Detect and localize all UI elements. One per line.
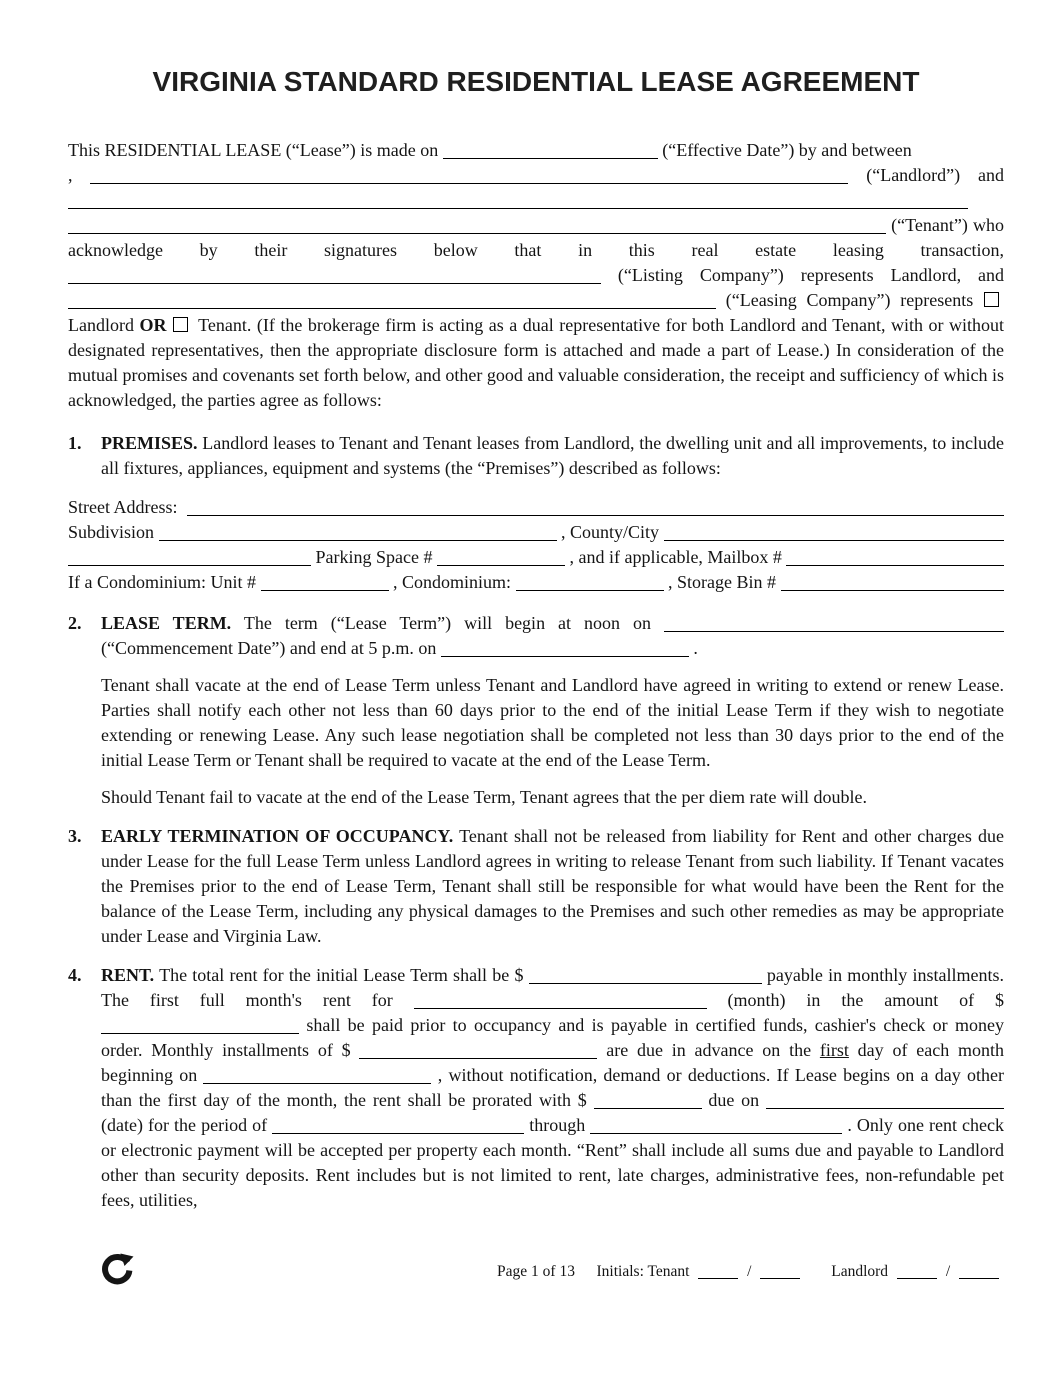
text-run: (month) in the amount of $ — [706, 990, 1005, 1010]
text-run: OR — [139, 315, 167, 335]
section-lease-term-body — [101, 611, 1004, 810]
text-run: (date) for the period of — [101, 1115, 273, 1135]
blank-field[interactable] — [664, 525, 1004, 541]
blank-field[interactable] — [786, 550, 1004, 566]
text-run: . Only one rent check or electronic payment will be accepted per property each month. “Rent” shall include all sums due and payable to Landlord other than security deposits. Rent includes but is not limited to rent, late charges, administrative fees, non-refundable pet fees, utilities, — [101, 1115, 1004, 1210]
blank-field[interactable] — [443, 143, 658, 159]
text-run: The total rent for the initial Lease Term shall be $ — [154, 965, 529, 985]
text-run: Tenant shall vacate at the end of Lease Term unless Tenant and Landlord have agreed in writing to extend or renew Lease. Parties shall notify each other not less than 60 days prior to the end of the initial Lease Term if they wish to negotiate extending or renewing Lease. Any such lease negotiation shall be completed not less than 30 days prior to the end of the initial Lease Term or Tenant shall be required to vacate at the end of the Lease Term. — [101, 675, 1004, 770]
text-run: , Condominium: — [388, 572, 516, 592]
subdivision-line — [68, 520, 1004, 545]
text-run: , — [68, 165, 91, 185]
blank-field[interactable] — [101, 1018, 299, 1034]
text-run: through — [524, 1115, 591, 1135]
blank-field[interactable] — [664, 616, 1004, 632]
section-rent-body — [101, 963, 1004, 1213]
tenant-initial-blank-1[interactable] — [698, 1266, 738, 1279]
early-termination-paragraph — [101, 824, 1004, 949]
text-run: (“Tenant”) who acknowledge by their signatures below that in this real estate leasing transaction, — [68, 215, 1004, 260]
text-run: The term (“Lease Term”) will begin at noon on — [231, 613, 664, 633]
section-early-termination — [68, 824, 1004, 949]
blank-field[interactable] — [516, 575, 664, 591]
section-number-4: 4. — [68, 965, 82, 985]
blank-field[interactable] — [781, 575, 1004, 591]
text-run: (“Listing Company”) represents Landlord, and — [601, 265, 1004, 285]
page-number: Page 1 of 13 — [497, 1263, 575, 1280]
text-run: , without notification, demand or deductions. If Lease begins on a day other than the first day of the month, the rent shall be prorated with $ — [101, 1065, 1004, 1110]
text-run: RENT. — [101, 965, 155, 985]
text-run: Street Address: — [68, 497, 187, 517]
text-run: (“Landlord”) and — [848, 165, 1005, 185]
text-run: EARLY TERMINATION OF OCCUPANCY. — [101, 826, 454, 846]
landlord-initial-blank-2[interactable] — [959, 1266, 999, 1279]
blank-field[interactable] — [187, 500, 1005, 516]
text-run: , Storage Bin # — [663, 572, 781, 592]
text-run: are due in advance on the — [597, 1040, 820, 1060]
blank-field[interactable] — [441, 641, 689, 657]
landlord-initial-blank-1[interactable] — [897, 1266, 937, 1279]
section-premises-body — [101, 431, 1004, 481]
lease-term-vacate-paragraph — [101, 673, 1004, 773]
tenant-checkbox[interactable] — [173, 317, 188, 332]
text-run: , County/City — [556, 522, 664, 542]
blank-field[interactable] — [68, 193, 968, 209]
section-number-1: 1. — [68, 433, 82, 453]
initials-row — [597, 1262, 1004, 1282]
street-address-line — [68, 495, 1004, 520]
text-run: If a Condominium: Unit # — [68, 572, 261, 592]
text-run: shall be paid prior to occupancy and is payable in certified funds, cashier's check or money order. Monthly installments of $ — [101, 1015, 1004, 1060]
rent-paragraph — [101, 963, 1004, 1213]
blank-field[interactable] — [68, 293, 716, 309]
section-number-3: 3. — [68, 826, 82, 846]
condominium-line — [68, 570, 1004, 595]
intro-paragraph — [68, 138, 1004, 413]
text-run — [166, 315, 172, 335]
premises-paragraph — [101, 431, 1004, 481]
lease-term-perdiem-paragraph — [101, 785, 1004, 810]
text-run: day of each month beginning on — [101, 1040, 1005, 1085]
text-run: Subdivision — [68, 522, 159, 542]
blank-field[interactable] — [261, 575, 389, 591]
premises-address-block — [68, 495, 1004, 595]
lease-term-paragraph — [101, 611, 1004, 661]
blank-field[interactable] — [68, 218, 886, 234]
text-run: . — [688, 638, 698, 658]
text-run: (“Leasing Company”) represents — [716, 290, 983, 310]
text-run: Tenant. (If the brokerage firm is acting as a dual representative for both Landlord and Tenant, with or without designated representatives, then the appropriate disclosure form is attached and made a part of Lease.) In consideration of the mutual promises and covenants set forth below, and other good and valuable consideration, the receipt and sufficiency of which is acknowledged, the parties agree as follows: — [68, 315, 1005, 410]
text-run: (“Effective Date”) by and between — [657, 140, 912, 160]
text-run: Should Tenant fail to vacate at the end of the Lease Term, Tenant agrees that the per diem rate will double. — [101, 787, 867, 807]
section-early-termination-body — [101, 824, 1004, 949]
text-run: , and if applicable, Mailbox # — [564, 547, 787, 567]
text-run: Landlord — [68, 315, 140, 335]
blank-field[interactable] — [594, 1093, 702, 1109]
text-run: due on — [701, 1090, 766, 1110]
text-run: Landlord leases to Tenant and Tenant leases from Landlord, the dwelling unit and all improvements, to include all fixtures, appliances, equipment and systems (the “Premises”) described as follows: — [101, 433, 1004, 478]
page-footer — [68, 1253, 1004, 1297]
text-run: (“Commencement Date”) and end at 5 p.m. on — [101, 638, 441, 658]
slash-separator: / — [747, 1263, 752, 1280]
blank-field[interactable] — [437, 550, 565, 566]
slash-separator: / — [945, 1263, 951, 1280]
blank-field[interactable] — [68, 550, 311, 566]
blank-field[interactable] — [159, 525, 557, 541]
blank-field[interactable] — [90, 168, 848, 184]
initials-landlord-label: Landlord — [831, 1263, 889, 1280]
text-run: Tenant shall not be released from liability for Rent and other charges due under Lease for the full Lease Term unless Landlord agrees in writing to release Tenant from such liability. If Tenant vacates the Premises prior to the end of Lease Term, Tenant shall still be responsible for what would have been the Rent for the balance of the Lease Term, including any physical damages to the Premises and such other remedies as may be appropriate under Lease and Virginia Law. — [101, 826, 1004, 946]
section-lease-term — [68, 611, 1004, 810]
text-run: Parking Space # — [311, 547, 437, 567]
text-run: PREMISES. — [101, 433, 198, 453]
text-run: payable in monthly installments. The first full month's rent for — [101, 965, 1004, 1010]
blank-field[interactable] — [359, 1043, 597, 1059]
section-number-2: 2. — [68, 613, 82, 633]
section-rent — [68, 963, 1004, 1213]
blank-field[interactable] — [203, 1068, 431, 1084]
landlord-checkbox[interactable] — [984, 292, 999, 307]
text-run: first — [819, 1040, 849, 1060]
section-premises — [68, 431, 1004, 481]
text-run: This RESIDENTIAL LEASE (“Lease”) is made on — [68, 140, 443, 160]
blank-field[interactable] — [529, 968, 762, 984]
text-run: LEASE TERM. — [101, 613, 232, 633]
document-title: VIRGINIA STANDARD RESIDENTIAL LEASE AGREEMENT — [152, 66, 920, 97]
blank-field[interactable] — [590, 1118, 842, 1134]
parking-mailbox-line — [68, 545, 1004, 570]
blank-field[interactable] — [766, 1093, 1004, 1109]
initials-tenant-label: Initials: Tenant — [596, 1263, 690, 1280]
blank-field[interactable] — [68, 268, 601, 284]
blank-field[interactable] — [272, 1118, 524, 1134]
blank-field[interactable] — [414, 993, 707, 1009]
tenant-initial-blank-2[interactable] — [760, 1266, 800, 1279]
